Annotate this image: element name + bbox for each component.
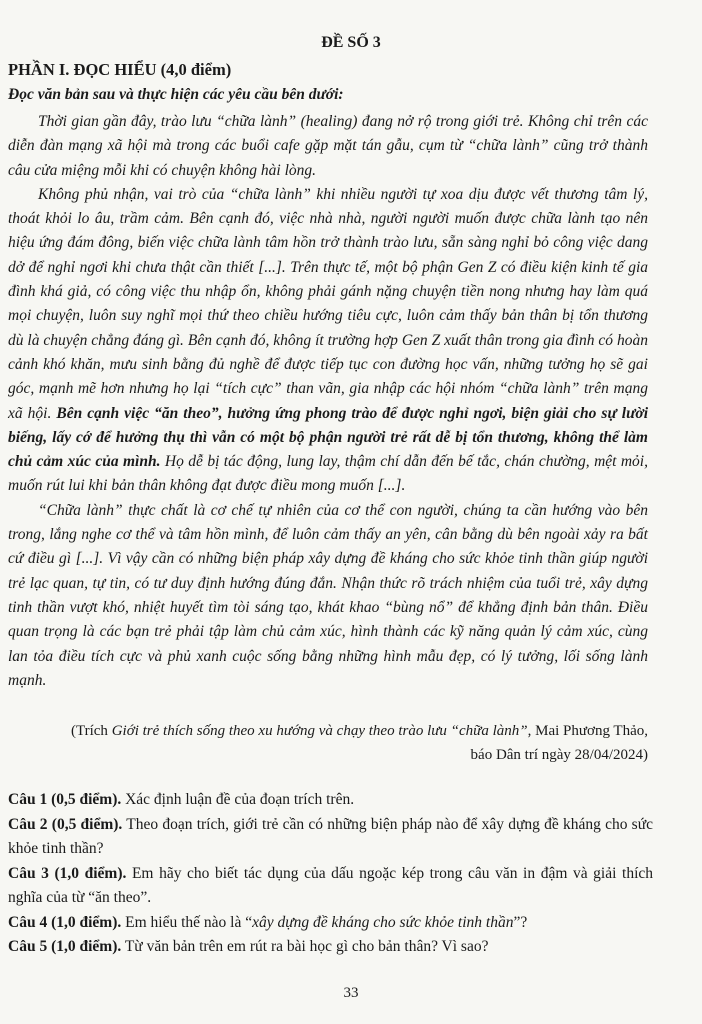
source-line-2: báo Dân trí ngày 28/04/2024) [470, 747, 648, 763]
question-text: Từ văn bản trên em rút ra bài học gì cho bản thân? Vì sao? [121, 938, 489, 955]
question-text-after: ”? [513, 913, 528, 931]
passage-bold-sentence: Bên cạnh việc “ăn theo”, hưởng ứng phong trào để được nghỉ ngơi, biện giải cho sự lười biếng, lấy cớ để hưởng thụ thì vẫn có một bộ phận người trẻ rất dễ bị tổn thương, không thể làm chủ cảm xúc của mình. [8, 404, 648, 471]
question-5 [8, 935, 653, 960]
question-2 [8, 813, 653, 862]
question-text: Xác định luận đề của đoạn trích trên. [121, 791, 355, 808]
question-text-italic: xây dựng đề kháng cho sức khỏe tinh thần [252, 913, 514, 931]
passage-p2-start: Không phủ nhận, vai trò của “chữa lành” khi nhiều người tự xoa dịu được vết thương tâm lý, thoát khỏi lo âu, trầm cảm. Bên cạnh đó, việc nhà nhà, người người muốn được chữa lành tạo nên hiệu ứng đám đông, biến việc chữa lành tâm hồn trở thành trào lưu, sẵn sàng nghỉ bỏ công việc dang dở để nghỉ ngơi khi chưa thật cần thiết [...]. Trên thực tế, một bộ phận Gen Z có điều kiện kinh tế gia đình khá giả, có công việc thu nhập ổn, không phải gánh nặng chuyện tiền nong nhưng hay làm quá mọi chuyện, luôn suy nghĩ mọi thứ theo chiều hướng tiêu cực, luôn cảm thấy bản thân bị tổn thương dù là chuyện chẳng đáng gì. Bên cạnh đó, không ít trường hợp Gen Z xuất thân trong gia đình có hoàn cảnh khó khăn, mưu sinh bằng đủ nghề để được tiếp tục con đường học vấn, những tưởng họ sẽ gai góc, mạnh mẽ hơn nhưng họ lại “tích cực” than vãn, gia nhập các hội nhóm “chữa lành” trên mạng xã hội. [8, 185, 648, 422]
question-text: Theo đoạn trích, giới trẻ cần có những biện pháp nào để xây dựng đề kháng cho sức khỏe tinh thần? [8, 815, 653, 857]
exam-title: ĐỀ SỐ 3 [321, 34, 381, 51]
reading-instruction: Đọc văn bản sau và thực hiện các yêu cầu bên dưới: [8, 86, 344, 103]
passage-paragraph-3: “Chữa lành” thực chất là cơ chế tự nhiên của cơ thể con người, chúng ta cần hướng vào bên trong, lắng nghe cơ thể và tâm hồn mình, để luôn cảm thấy an yên, cân bằng dù bên ngoài xảy ra bất cứ điều gì [...]. Vì vậy cần có những biện pháp xây dựng đề kháng cho sức khỏe tinh thần giúp người trẻ lạc quan, tự tin, có tư duy định hướng đúng đắn. Nhận thức rõ trách nhiệm của tuổi trẻ, xây dựng tinh thần vượt khó, nhiệt huyết tìm tòi sáng tạo, khát khao “bùng nổ” để khẳng định bản thân. Điều quan trọng là các bạn trẻ phải tập làm chủ cảm xúc, hình thành các kỹ năng quản lý cảm xúc, cùng lan tỏa điều tích cực và phủ xanh cuộc sống bằng những hình mẫu đẹp, có lý tưởng, lối sống lành mạnh. [8, 501, 648, 689]
question-label: Câu 1 (0,5 điểm). [8, 791, 122, 808]
source-title: Giới trẻ thích sống theo xu hướng và chạy theo trào lưu “chữa lành” [111, 723, 528, 739]
passage-paragraph-2 [8, 183, 648, 499]
source-line-1 [8, 719, 648, 743]
reading-passage [8, 110, 648, 693]
question-label: Câu 2 (0,5 điểm). [8, 815, 123, 833]
question-3 [8, 862, 653, 911]
passage-paragraph-1: Thời gian gần đây, trào lưu “chữa lành” (healing) đang nở rộ trong giới trẻ. Không chỉ trên các diễn đàn mạng xã hội mà trong các buổi cafe gặp mặt tán gẫu, cụm từ “chữa lành” cũng trở thành câu cửa miệng mỗi khi có chuyện không hài lòng. [8, 113, 648, 179]
passage-p2-end: Họ dễ bị tác động, lung lay, thậm chí dẫn đến bế tắc, chán chường, mệt mỏi, muốn rút lui khi bản thân không đạt được điều mong muốn [...]. [8, 453, 648, 495]
question-text-before: Em hiểu thế nào là “ [121, 913, 253, 931]
source-prefix: (Trích [70, 723, 112, 739]
question-text: Em hãy cho biết tác dụng của dấu ngoặc kép trong câu văn in đậm và giải thích nghĩa của từ “ăn theo”. [8, 864, 653, 906]
question-1 [8, 788, 653, 813]
question-list [8, 788, 653, 960]
part-title: PHẦN I. ĐỌC HIỂU (4,0 điểm) [8, 60, 232, 79]
page-number: 33 [343, 985, 359, 1001]
question-label: Câu 3 (1,0 điểm). [8, 864, 127, 882]
source-author: , Mai Phương Thảo, [527, 723, 648, 739]
question-4 [8, 911, 653, 936]
question-label: Câu 5 (1,0 điểm). [8, 938, 122, 955]
source-citation [8, 719, 648, 767]
question-label: Câu 4 (1,0 điểm). [8, 913, 122, 931]
